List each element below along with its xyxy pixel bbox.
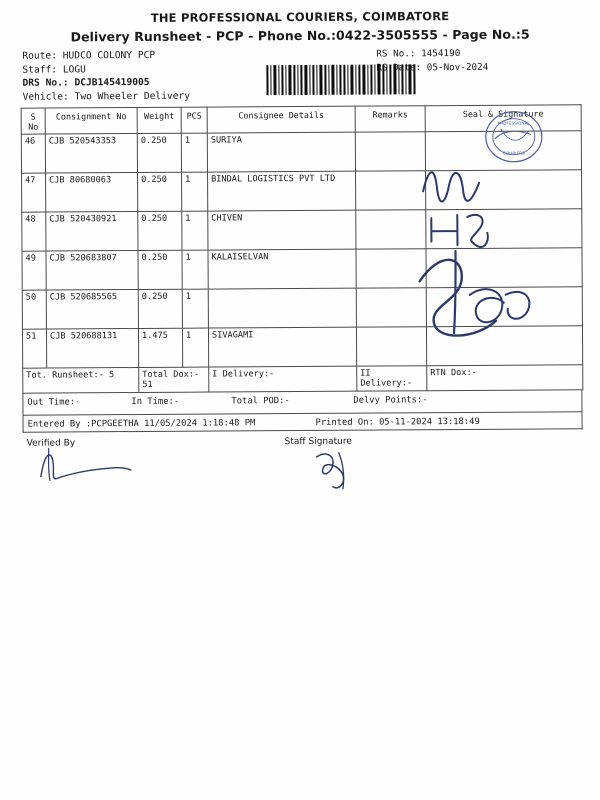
cell-consignment-no: CJB 520685565: [46, 289, 138, 329]
runsheet-sheet: [8, 4, 595, 503]
cell-remarks: [356, 288, 426, 327]
svg-text:PROFESSIONAL: PROFESSIONAL: [497, 120, 530, 126]
rs-date-value: 05-Nov-2024: [426, 61, 489, 74]
cell-seal: [426, 170, 582, 210]
table-row: [22, 326, 582, 368]
cell-sno: 47: [22, 173, 46, 212]
cell-sno: 46: [21, 134, 45, 173]
company-title: THE PROFESSIONAL COURIERS, COIMBATORE: [150, 9, 450, 25]
cell-sno: 51: [22, 329, 46, 368]
tot-runsheet: Tot. Runsheet:- 5: [23, 367, 139, 393]
rs-no-label: RS No.:: [376, 48, 416, 60]
cell-weight: 1.475: [138, 328, 182, 367]
cell-seal: [426, 248, 582, 288]
table-row: [22, 209, 582, 251]
staff-value: LOGU: [62, 63, 86, 75]
out-time: Out Time:-: [27, 397, 81, 408]
total-dox: Total Dox:- 51: [139, 367, 209, 392]
vehicle-label: Vehicle:: [22, 90, 69, 103]
rtn-dox: RTN Dox:-: [427, 365, 583, 391]
table-row: [22, 248, 582, 290]
entered-by: Entered By :PCPGEETHA 11/05/2024 1:18:48 PM: [27, 418, 256, 430]
cell-consignee: SURIYA: [207, 132, 355, 172]
cell-pcs: 1: [182, 328, 208, 367]
cell-remarks: [355, 132, 425, 171]
rs-no-line: [376, 47, 488, 62]
staff-line: [22, 62, 190, 77]
meta-block: [8, 46, 592, 106]
vehicle-value: Two Wheeler Delivery: [74, 90, 191, 102]
staff-signature-label: Staff Signature: [284, 436, 352, 448]
cell-remarks: [356, 171, 426, 210]
cell-consignment-no: CJB 520430921: [46, 211, 138, 251]
drs-label: DRS No.:: [22, 77, 69, 89]
verified-by-signature-ink: [31, 446, 141, 487]
cell-pcs: 1: [182, 172, 208, 211]
meta-right: [376, 47, 488, 76]
th-weight: Weight: [137, 107, 181, 133]
ii-delivery: II Delivery:-: [357, 366, 427, 391]
drs-line: [22, 76, 190, 91]
cell-remarks: [356, 210, 426, 249]
in-time: In Time:-: [131, 396, 180, 408]
route-line: [22, 49, 190, 64]
cell-remarks: [356, 249, 426, 288]
cell-pcs: 1: [181, 133, 207, 172]
th-pcs: PCS: [181, 107, 207, 133]
th-consignment-no: Consignment No: [45, 107, 137, 134]
cell-seal: [426, 209, 582, 249]
cell-consignee: SIVAGAMI: [208, 327, 356, 367]
staff-signature-ink: [309, 449, 379, 495]
cell-consignee: BINDAL LOGISTICS PVT LTD: [208, 171, 356, 211]
cell-weight: 0.250: [138, 211, 182, 250]
cell-remarks: [356, 327, 426, 366]
cell-sno: 49: [22, 251, 46, 290]
route-label: Route:: [22, 50, 57, 62]
printed-on: Printed On: 05-11-2024 13:18:49: [315, 416, 480, 428]
cell-weight: 0.250: [138, 250, 182, 289]
cell-consignee: KALAISELVAN: [208, 249, 356, 289]
total-pod: Total POD:-: [231, 396, 290, 407]
cell-sno: 50: [22, 290, 46, 329]
round-stamp-seal: [483, 109, 545, 165]
cell-sno: 48: [22, 212, 46, 251]
staff-label: Staff:: [22, 63, 58, 76]
vehicle-line: [23, 89, 191, 104]
i-delivery: I Delivery:-: [209, 366, 357, 392]
drs-value: DCJB145419005: [74, 76, 150, 89]
th-sno: S No: [21, 108, 45, 134]
cell-weight: 0.250: [137, 133, 181, 172]
route-value: HUDCO COLONY PCP: [62, 49, 156, 62]
cell-consignee: CHIVEN: [208, 210, 356, 250]
cell-seal: [426, 326, 582, 366]
cell-consignment-no: CJB 520688131: [46, 328, 138, 368]
cell-seal: [426, 287, 582, 327]
verified-by-label: Verified By: [26, 438, 76, 449]
th-seal-signature: Seal & Signature: [425, 105, 581, 132]
cell-weight: 0.250: [138, 172, 182, 211]
cell-pcs: 1: [182, 250, 208, 289]
delvy-points: Delvy Points:-: [353, 395, 428, 406]
cell-consignee: [208, 288, 356, 328]
signature-area: [23, 429, 583, 502]
th-consignee-details: Consignee Details: [207, 106, 355, 133]
rs-date-label: RS Date:: [376, 62, 422, 74]
document-subtitle: Delivery Runsheet - PCP - Phone No.:0422-3505555 - Page No.:5: [70, 26, 530, 45]
rs-no-value: 1454190: [421, 48, 461, 60]
meta-left: [22, 49, 190, 104]
cell-pcs: 1: [182, 211, 208, 250]
cell-consignment-no: CJB 80680063: [46, 172, 138, 212]
table-row: [22, 170, 582, 212]
svg-text:COURIERS: COURIERS: [503, 150, 525, 156]
cell-weight: 0.250: [138, 289, 182, 328]
totals-row: [23, 365, 583, 393]
cell-consignment-no: CJB 520543353: [45, 133, 137, 173]
rs-date-line: [376, 61, 488, 76]
table-row: [22, 287, 582, 329]
th-remarks: Remarks: [355, 106, 425, 132]
cell-consignment-no: CJB 520683807: [46, 250, 138, 290]
cell-pcs: 1: [182, 289, 208, 328]
